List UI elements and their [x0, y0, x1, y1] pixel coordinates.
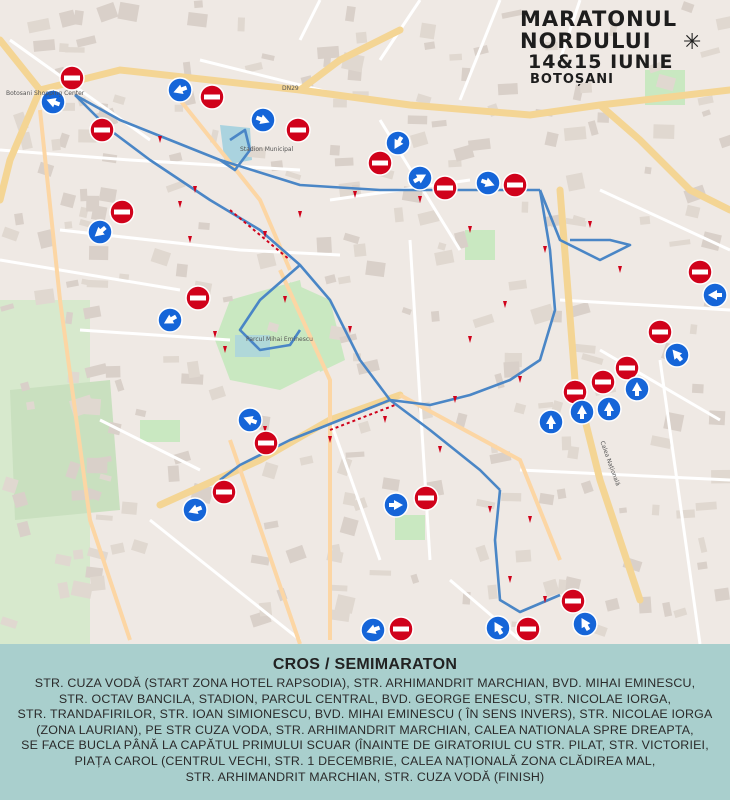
lake-label: Stadion Municipal [240, 146, 294, 153]
no-entry-bar [216, 490, 232, 495]
road-dn29-label: DN29 [282, 85, 299, 92]
route-arrow [468, 336, 472, 343]
no-entry-bar [418, 496, 434, 501]
no-entry-bar [565, 599, 581, 604]
shopping-center-label: Botosani Shopping Center [6, 90, 85, 97]
no-entry-bar [372, 161, 388, 166]
no-entry-bar [619, 366, 635, 371]
route-arrow [438, 446, 442, 453]
route-arrow [383, 416, 387, 423]
route-arrow [618, 266, 622, 273]
event-logo [520, 8, 720, 88]
route-arrow [503, 301, 507, 308]
logo-line-1: MARATONUL [520, 7, 678, 31]
route-title: CROS / SEMIMARATON [272, 656, 458, 673]
no-entry-bar [64, 76, 80, 81]
park-label: Parcul Mihai Eminescu [246, 336, 313, 343]
route-line: STR. TRANDAFIRILOR, STR. IOAN SIMIONESCU, BVD. MIHAI EMINESCU ( ÎN SENS INVERS), STR. NICOLAE IORGA [17, 707, 713, 722]
no-entry-bar [393, 627, 409, 632]
route-arrow [588, 221, 592, 228]
route-line: PIAȚA CAROL (CENTRUL VECHI, STR. 1 DECEMBRIE, CALEA NAȚIONALĂ ZONA CLĂDIREA MAL, [74, 753, 656, 768]
route-arrow [158, 136, 162, 143]
no-entry-bar [258, 441, 274, 446]
no-entry-bar [114, 210, 130, 215]
no-entry-bar [595, 380, 611, 385]
route-arrow [188, 236, 192, 243]
street-label: Calea Națională [598, 439, 622, 488]
route-description-panel [0, 644, 730, 800]
route-arrow [298, 211, 302, 218]
route-line: STR. OCTAV BANCILA, STADION, PARCUL CENTRAL, BVD. GEORGE ENESCU, STR. NICOLAE IORGA, [58, 691, 672, 706]
logo-line-2: NORDULUI [520, 29, 652, 53]
route-arrow [528, 516, 532, 523]
no-entry-bar [567, 390, 583, 395]
route-arrow [488, 506, 492, 513]
route-description [0, 676, 730, 785]
no-entry-bar [190, 296, 206, 301]
no-entry-bar [94, 128, 110, 133]
route-line: (ZONA LAURIAN), PE STR CUZA VODA, STR. ARHIMANDRIT MARCHIAN, CALEA NATIONALA SPRE DREAPTA, [36, 722, 694, 737]
route-line: SE FACE BUCLA PÂNĂ LA CAPĂTUL PRIMULUI SCUAR (ÎNAINTE DE GIRATORIUL CU STR. PILAT, STR. VICTORIEI, [21, 738, 709, 753]
no-entry-bar [652, 330, 668, 335]
route-arrow [178, 201, 182, 208]
no-entry-bar [204, 95, 220, 100]
no-entry-bar [290, 128, 306, 133]
route-arrow [518, 376, 522, 383]
spark-icon: ✳ [683, 30, 702, 55]
no-entry-bar [507, 183, 523, 188]
route-arrow [543, 246, 547, 253]
route-line: STR. CUZA VODĂ (START ZONA HOTEL RAPSODIA), STR. ARHIMANDRIT MARCHIAN, BVD. MIHAI EMINESCU, [34, 676, 696, 690]
route-line: STR. ARHIMANDRIT MARCHIAN, STR. CUZA VODĂ (FINISH) [185, 769, 545, 784]
event-city: BOTOȘANI [530, 72, 615, 87]
route-arrow [508, 576, 512, 583]
no-entry-bar [437, 186, 453, 191]
no-entry-bar [520, 627, 536, 632]
event-dates: 14&15 IUNIE [528, 51, 674, 73]
no-entry-bar [692, 270, 708, 275]
